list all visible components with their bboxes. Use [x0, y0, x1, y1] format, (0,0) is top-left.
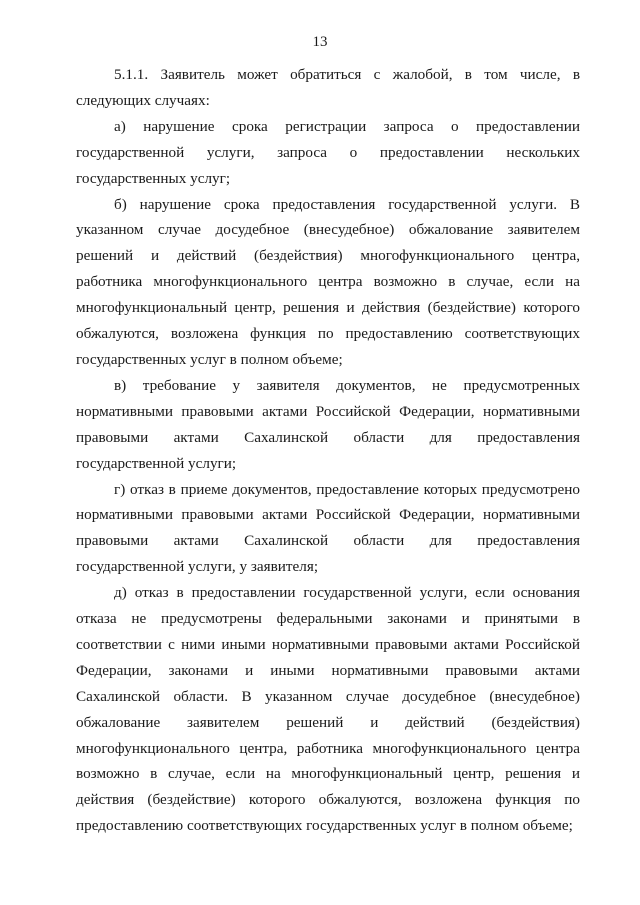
paragraph-item-g: г) отказ в приеме документов, предоставление которых предусмотрено нормативными правовыми актами Российской Федерации, нормативными правовыми актами Сахалинской области для предоставления государственной услуги, у заявителя;	[76, 480, 580, 576]
paragraph-item-b: б) нарушение срока предоставления государственной услуги. В указанном случае досудебное (внесудебное) обжалование заявителем решений и действий (бездействия) многофункционального центра, работника многофункционального центра возможно в случае, если на многофункциональный центр, решения и действия (бездействие) которого обжалуются, возложена функция по предоставлению соответствующих государственных услуг в полном объеме;	[76, 195, 580, 368]
paragraph-item-a: а) нарушение срока регистрации запроса о предоставлении государственной услуги, запроса о предоставлении нескольких государственных услуг;	[76, 117, 580, 187]
document-body	[76, 62, 580, 839]
paragraph-item-v: в) требование у заявителя документов, не предусмотренных нормативными правовыми актами Российской Федерации, нормативными правовыми актами Сахалинской области для предоставления государственной услуги;	[76, 376, 580, 472]
page-number: 13	[312, 34, 328, 50]
paragraph-item-d: д) отказ в предоставлении государственной услуги, если основания отказа не предусмотрены федеральными законами и принятыми в соответствии с ними иными нормативными правовыми актами Российской Федерации, законами и иными нормативными правовыми актами Сахалинской области. В указанном случае досудебное (внесудебное) обжалование заявителем решений и действий (бездействия) многофункционального центра, работника многофункционального центра возможно в случае, если на многофункциональный центр, решения и действия (бездействие) которого обжалуются, возложена функция по предоставлению соответствующих государственных услуг в полном объеме;	[76, 584, 580, 835]
paragraph-5-1-1: 5.1.1. Заявитель может обратиться с жалобой, в том числе, в следующих случаях:	[76, 66, 580, 109]
